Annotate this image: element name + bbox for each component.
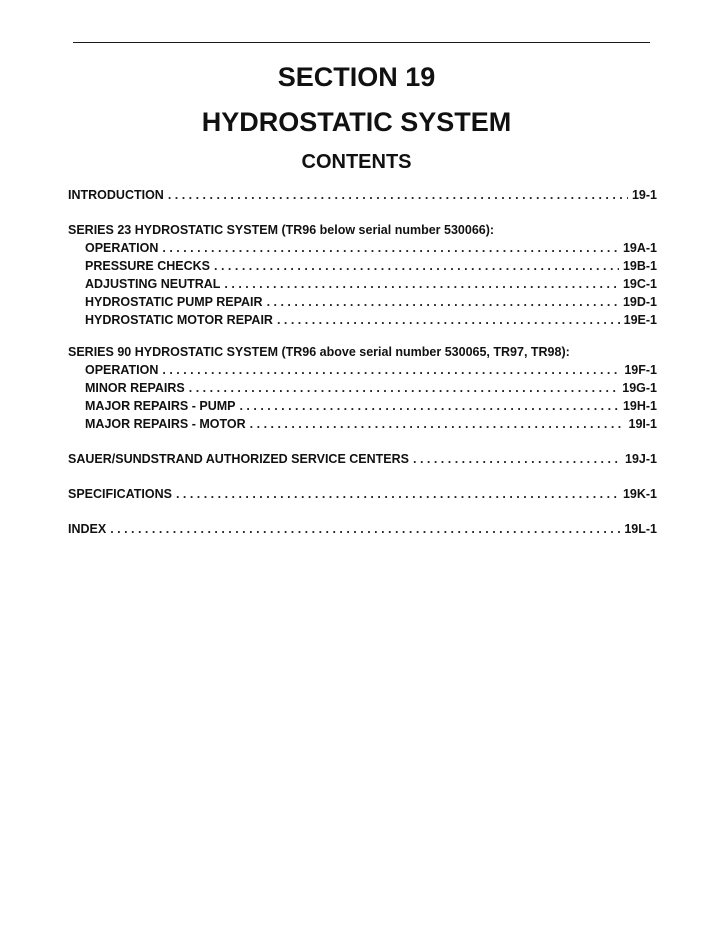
toc-entry-page: 19B-1 bbox=[622, 259, 657, 273]
toc-entry-label: MAJOR REPAIRS - PUMP bbox=[85, 399, 236, 413]
toc-entry-page: 19D-1 bbox=[622, 295, 657, 309]
dot-leader bbox=[110, 520, 620, 538]
toc-entry-series23-adjusting-neutral[interactable] bbox=[68, 275, 657, 293]
toc-entry-label: INTRODUCTION bbox=[68, 188, 164, 202]
toc-entry-series23-operation[interactable] bbox=[68, 239, 657, 257]
dot-leader bbox=[277, 311, 620, 329]
dot-leader bbox=[250, 415, 625, 433]
section-number: SECTION 19 bbox=[277, 62, 436, 92]
toc-entry-specifications[interactable] bbox=[68, 485, 657, 503]
section-title: HYDROSTATIC SYSTEM bbox=[201, 107, 512, 137]
toc-entry-series90-operation[interactable] bbox=[68, 361, 657, 379]
toc-entry-page: 19H-1 bbox=[622, 399, 657, 413]
toc-entry-page: 19L-1 bbox=[624, 522, 657, 536]
dot-leader bbox=[224, 275, 619, 293]
dot-leader bbox=[176, 485, 619, 503]
toc-entry-series23-pump-repair[interactable] bbox=[68, 293, 657, 311]
toc-entry-page: 19A-1 bbox=[622, 241, 657, 255]
toc-entry-index[interactable] bbox=[68, 520, 657, 538]
toc-entry-introduction[interactable] bbox=[68, 186, 657, 204]
toc-entry-label: INDEX bbox=[68, 522, 107, 536]
toc-entry-label: SAUER/SUNDSTRAND AUTHORIZED SERVICE CENTERS bbox=[68, 452, 410, 466]
toc-entry-label: HYDROSTATIC PUMP REPAIR bbox=[85, 295, 263, 309]
toc-entry-label: MINOR REPAIRS bbox=[85, 381, 185, 395]
top-rule bbox=[73, 42, 650, 43]
toc-entry-series90-minor-repairs[interactable] bbox=[68, 379, 657, 397]
toc-entry-page: 19I-1 bbox=[628, 417, 657, 431]
toc-entry-label: MAJOR REPAIRS - MOTOR bbox=[85, 417, 246, 431]
dot-leader bbox=[162, 239, 619, 257]
dot-leader bbox=[413, 450, 621, 468]
toc-entry-page: 19C-1 bbox=[622, 277, 657, 291]
toc-group-heading-series23: SERIES 23 HYDROSTATIC SYSTEM (TR96 below serial number 530066): bbox=[68, 223, 495, 237]
toc-group-heading-series90: SERIES 90 HYDROSTATIC SYSTEM (TR96 above serial number 530065, TR97, TR98): bbox=[68, 345, 570, 359]
table-of-contents bbox=[68, 186, 657, 538]
toc-entry-page: 19F-1 bbox=[624, 363, 657, 377]
toc-entry-page: 19K-1 bbox=[622, 487, 657, 501]
toc-entry-page: 19G-1 bbox=[622, 381, 657, 395]
toc-entry-label: OPERATION bbox=[85, 241, 159, 255]
toc-entry-label: ADJUSTING NEUTRAL bbox=[85, 277, 221, 291]
dot-leader bbox=[168, 186, 628, 204]
toc-entry-page: 19-1 bbox=[631, 188, 657, 202]
toc-entry-series90-major-repairs-pump[interactable] bbox=[68, 397, 657, 415]
toc-entry-label: OPERATION bbox=[85, 363, 159, 377]
toc-entry-page: 19E-1 bbox=[623, 313, 657, 327]
toc-entry-service-centers[interactable] bbox=[68, 450, 657, 468]
dot-leader bbox=[267, 293, 619, 311]
contents-heading: CONTENTS bbox=[301, 151, 412, 173]
toc-entry-label: HYDROSTATIC MOTOR REPAIR bbox=[85, 313, 273, 327]
toc-entry-page: 19J-1 bbox=[625, 452, 657, 466]
dot-leader bbox=[214, 257, 619, 275]
toc-entry-label: SPECIFICATIONS bbox=[68, 487, 172, 501]
toc-entry-label: PRESSURE CHECKS bbox=[85, 259, 211, 273]
toc-entry-series23-motor-repair[interactable] bbox=[68, 311, 657, 329]
dot-leader bbox=[189, 379, 618, 397]
toc-entry-series23-pressure-checks[interactable] bbox=[68, 257, 657, 275]
dot-leader bbox=[162, 361, 620, 379]
toc-entry-series90-major-repairs-motor[interactable] bbox=[68, 415, 657, 433]
dot-leader bbox=[239, 397, 618, 415]
